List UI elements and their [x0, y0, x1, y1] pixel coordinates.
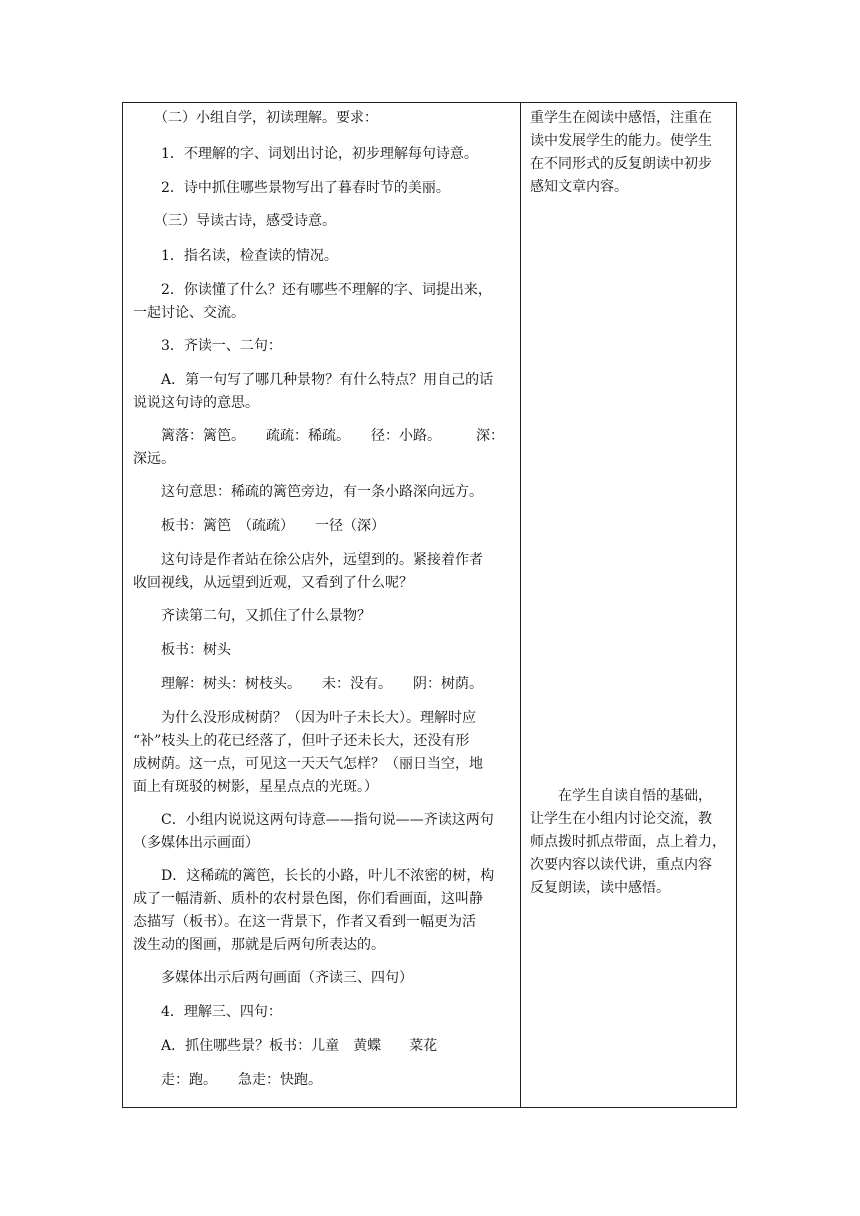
text-line: 2．诗中抓住哪些景物写出了暮春时节的美丽。	[133, 180, 450, 196]
process-paragraph	[133, 515, 515, 538]
text-line: 理解：树头：树枝头。 未：没有。 阴：树荫。	[133, 676, 483, 692]
text-line: A．第一句写了哪几种景物？有什么特点？用自己的话	[133, 372, 494, 388]
lesson-plan-table	[122, 102, 737, 1108]
text-line: 读中发展学生的能力。使学生	[530, 133, 712, 149]
process-paragraph	[133, 369, 515, 415]
process-paragraph	[133, 1001, 515, 1024]
process-paragraph	[133, 605, 515, 628]
text-line: 这句意思：稀疏的篱笆旁边，有一条小路深向远方。	[133, 484, 483, 500]
intent-paragraph	[530, 785, 735, 900]
text-line: 4．理解三、四句：	[133, 1004, 282, 1020]
text-line: 多媒体出示后两句画面（齐读三、四句）	[133, 970, 413, 986]
text-line: 反复朗读，读中感悟。	[530, 880, 670, 896]
text-line: 收回视线，从远望到近观，又看到了什么呢？	[133, 575, 413, 591]
process-paragraph	[133, 245, 515, 268]
text-line: 说说这句诗的意思。	[133, 395, 259, 411]
text-line: 1．不理解的字、词划出讨论，初步理解每句诗意。	[133, 146, 478, 162]
text-line: （多媒体出示画面）	[133, 835, 259, 851]
text-line: 这句诗是作者站在徐公店外，远望到的。紧接着作者	[133, 552, 483, 568]
teaching-process-column	[123, 103, 520, 1107]
process-paragraph	[133, 865, 515, 957]
text-line: 在学生自读自悟的基础，	[530, 788, 712, 804]
text-line: 2．你读懂了什么？还有哪些不理解的字、词提出来，	[133, 282, 492, 298]
process-paragraph	[133, 107, 515, 130]
process-paragraph	[133, 1069, 515, 1092]
process-paragraph	[133, 707, 515, 799]
text-line: 一起讨论、交流。	[133, 305, 245, 321]
text-line: 3．齐读一、二句：	[133, 338, 282, 354]
process-paragraph	[133, 673, 515, 696]
text-line: 板书：篱笆 （疏疏） 一径（深）	[133, 518, 385, 534]
text-line: 泼生动的图画，那就是后两句所表达的。	[133, 937, 385, 953]
text-line: “补”枝头上的花已经落了，但叶子还未长大，还没有形	[133, 733, 470, 749]
process-paragraph	[133, 1035, 515, 1058]
process-paragraph	[133, 425, 515, 471]
text-line: C．小组内说说这两句诗意——指句说——齐读这两句	[133, 812, 494, 828]
process-paragraph	[133, 639, 515, 662]
text-line: 齐读第二句，又抓住了什么景物？	[133, 608, 371, 624]
process-paragraph	[133, 549, 515, 595]
text-line: 成了一幅清新、质朴的农村景色图，你们看画面，这叫静	[133, 891, 483, 907]
process-paragraph	[133, 279, 515, 325]
process-paragraph	[133, 967, 515, 990]
text-line: 板书：树头	[133, 642, 231, 658]
process-paragraph	[133, 481, 515, 504]
intent-paragraph	[530, 107, 735, 199]
process-paragraph	[133, 809, 515, 855]
text-line: 面上有斑驳的树影，星星点点的光斑。）	[133, 779, 378, 795]
process-paragraph	[133, 177, 515, 200]
text-line: （二）小组自学，初读理解。要求：	[133, 110, 378, 126]
text-line: 走：跑。 急走：快跑。	[133, 1072, 322, 1088]
process-paragraph	[133, 335, 515, 358]
text-line: 深远。	[133, 451, 175, 467]
text-line: D．这稀疏的篱笆，长长的小路，叶儿不浓密的树，构	[133, 868, 495, 884]
process-paragraph	[133, 210, 515, 233]
text-line: 感知文章内容。	[530, 179, 628, 195]
text-line: 重学生在阅读中感悟，注重在	[530, 110, 712, 126]
text-line: 师点拨时抓点带面，点上着力，	[530, 834, 726, 850]
text-line: 为什么没形成树荫？（因为叶子未长大）。理解时应	[133, 710, 476, 726]
text-line: 态描写（板书）。在这一背景下，作者又看到一幅更为活	[133, 914, 476, 930]
text-line: 成树荫。这一点，可见这一天天气怎样？（丽日当空，地	[133, 756, 483, 772]
text-line: 在不同形式的反复朗读中初步	[530, 156, 712, 172]
text-line: 1．指名读，检查读的情况。	[133, 248, 338, 264]
text-line: 篱落：篱笆。 疏疏：稀疏。 径：小路。 深：	[133, 428, 504, 444]
text-line: （三）导读古诗，感受诗意。	[133, 213, 336, 229]
text-line: 次要内容以读代讲，重点内容	[530, 857, 712, 873]
text-line: A．抓住哪些景？板书：儿童 黄蝶 菜花	[133, 1038, 438, 1054]
process-paragraph	[133, 143, 515, 166]
design-intent-column	[521, 103, 737, 1107]
text-line: 让学生在小组内讨论交流，教	[530, 811, 712, 827]
